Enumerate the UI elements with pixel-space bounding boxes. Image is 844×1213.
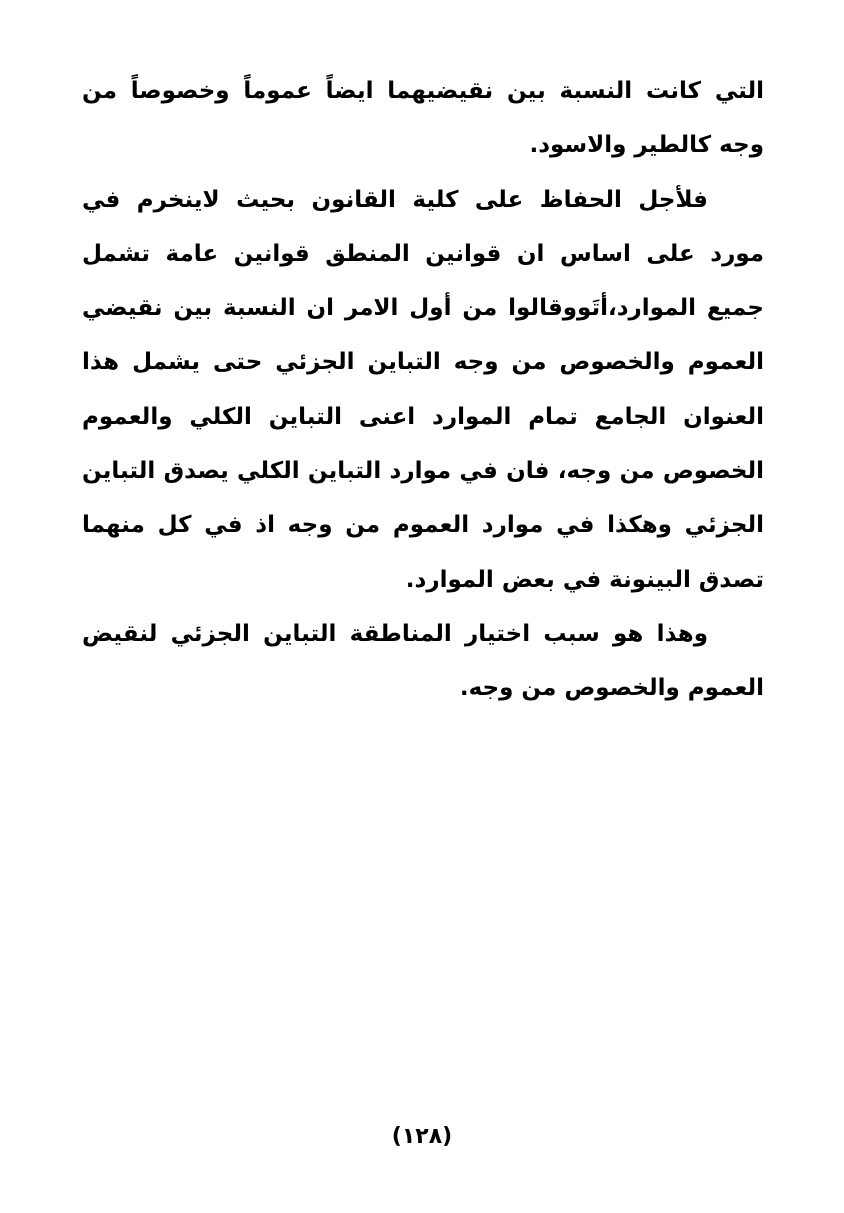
paragraph-3: وهذا هو سبب اختيار المناطقة التباين الجزئي لنقيض العموم والخصوص من وجه. — [82, 620, 764, 702]
paragraph-2: فلأجل الحفاظ على كلية القانون بحيث لاينخرم في مورد على اساس ان قوانين المنطق قوانين عامة تشمل جميع الموارد،أتَووقالوا من أول الامر ان النسبة بين نقيضي العموم والخصوص من وجه التباين الجزئي حتى يشمل هذا العنوان الجامع تمام الموارد اعنى التباين الكلي والعموم الخصوص من وجه، فان في موارد التباين الكلي يصدق التباين الجزئي وهكذا في موارد العموم من وجه اذ في كل منهما تصدق البينونة في بعض الموارد. — [82, 186, 764, 593]
paragraph-1: التي كانت النسبة بين نقيضيهما ايضاً عموماً وخصوصاً من وجه كالطير والاسود. — [82, 78, 764, 159]
body-text — [82, 64, 764, 716]
page-number: (١٢٨) — [391, 1124, 453, 1149]
